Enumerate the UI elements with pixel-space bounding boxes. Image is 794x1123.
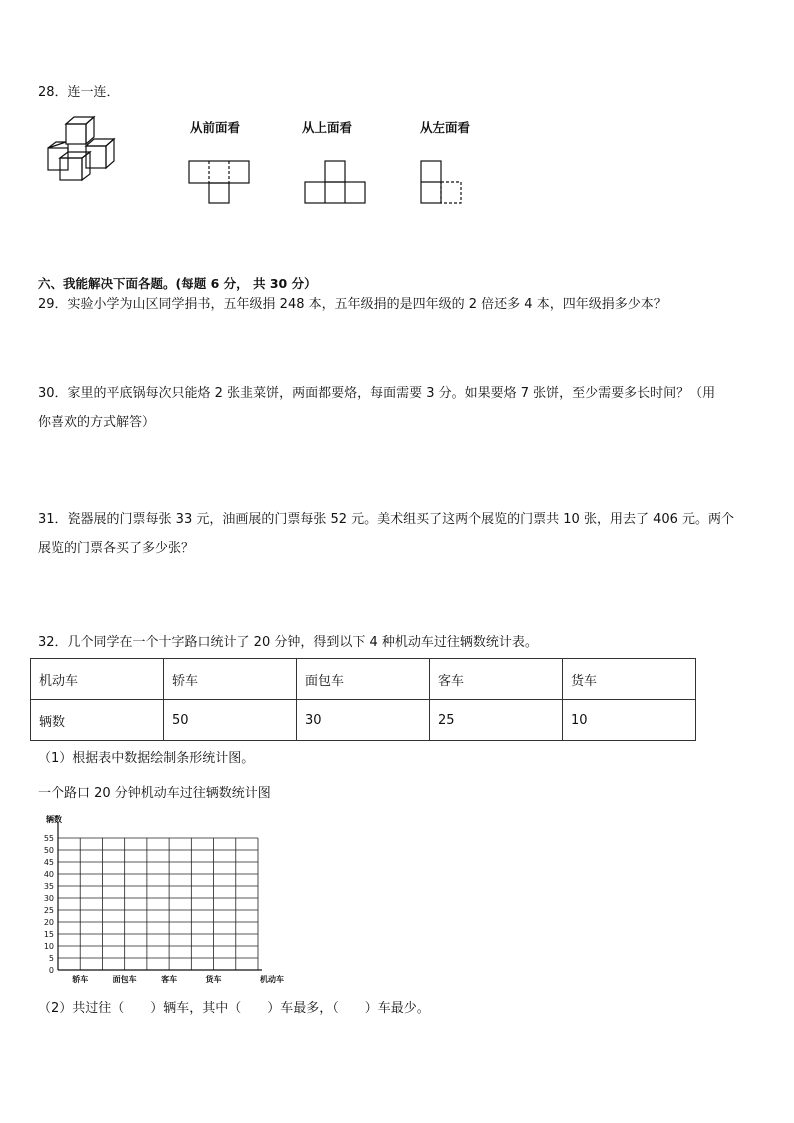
y-tick-label: 15: [43, 930, 54, 939]
view-label-top: 从上面看: [302, 120, 353, 135]
front-view-shape: [188, 160, 250, 204]
y-tick-label: 5: [48, 954, 54, 963]
category-label: 轿车: [72, 975, 89, 984]
view-label-front: 从前面看: [190, 120, 241, 135]
question-31-line-1: 31．瓷器展的门票每张 33 元，油画展的门票每张 52 元。美术组买了这两个展览的门票共 10 张，用去了 406 元。两个: [38, 512, 735, 527]
y-tick-label: 50: [43, 846, 54, 855]
question-31-line-2: 展览的门票各买了多少张？: [38, 541, 195, 556]
top-view-shape: [304, 160, 366, 204]
bar-chart-grid: [30, 808, 310, 990]
table-cell: 机动车: [31, 659, 164, 700]
y-tick-label: 40: [43, 870, 54, 879]
y-tick-label: 45: [43, 858, 54, 867]
left-view-shape: [420, 160, 464, 204]
question-32-intro: 32．几个同学在一个十字路口统计了 20 分钟，得到以下 4 种机动车过往辆数统计表。: [38, 635, 538, 650]
y-tick-label: 20: [43, 918, 54, 927]
chart-title: 一个路口 20 分钟机动车过往辆数统计图: [38, 786, 271, 801]
y-tick-label: 25: [43, 906, 54, 915]
table-cell: 10: [563, 700, 696, 741]
table-cell: 轿车: [164, 659, 297, 700]
q28-title: 28．连一连．: [38, 85, 120, 100]
y-tick-label: 0: [48, 966, 54, 975]
category-label: 客车: [161, 975, 178, 984]
question-32-part-1: （1）根据表中数据绘制条形统计图。: [38, 751, 255, 766]
y-tick-label: 35: [43, 882, 54, 891]
stacked-cubes-figure: [42, 114, 124, 186]
question-29: 29．实验小学为山区同学捐书，五年级捐 248 本，五年级捐的是四年级的 2 倍还多 4 本，四年级捐多少本？: [38, 297, 667, 312]
y-tick-label: 30: [43, 894, 54, 903]
table-cell: 30: [297, 700, 430, 741]
table-cell: 面包车: [297, 659, 430, 700]
x-axis-label: 机动车: [260, 975, 284, 984]
table-row: [31, 700, 696, 741]
category-label: 货车: [205, 975, 222, 984]
question-30-line-1: 30．家里的平底锅每次只能烙 2 张韭菜饼，两面都要烙，每面需要 3 分。如果要烙 7 张饼，至少需要多长时间？（用: [38, 386, 716, 401]
category-label: 面包车: [112, 975, 137, 984]
section-6-heading: 六、我能解决下面各题。(每题 6 分， 共 30 分）: [38, 276, 317, 291]
y-tick-label: 10: [43, 942, 54, 951]
table-cell: 辆数: [31, 700, 164, 741]
table-cell: 客车: [430, 659, 563, 700]
table-cell: 50: [164, 700, 297, 741]
table-header-row: [31, 659, 696, 700]
table-cell: 货车: [563, 659, 696, 700]
view-label-left: 从左面看: [420, 120, 471, 135]
vehicle-count-table: [30, 658, 696, 741]
y-tick-label: 55: [43, 834, 54, 843]
y-axis-label: 辆数: [46, 815, 62, 824]
question-32-part-2: （2）共过往（ ）辆车，其中（ ）车最多，（ ）车最少。: [38, 1001, 430, 1016]
question-30-line-2: 你喜欢的方式解答）: [38, 415, 156, 430]
table-cell: 25: [430, 700, 563, 741]
